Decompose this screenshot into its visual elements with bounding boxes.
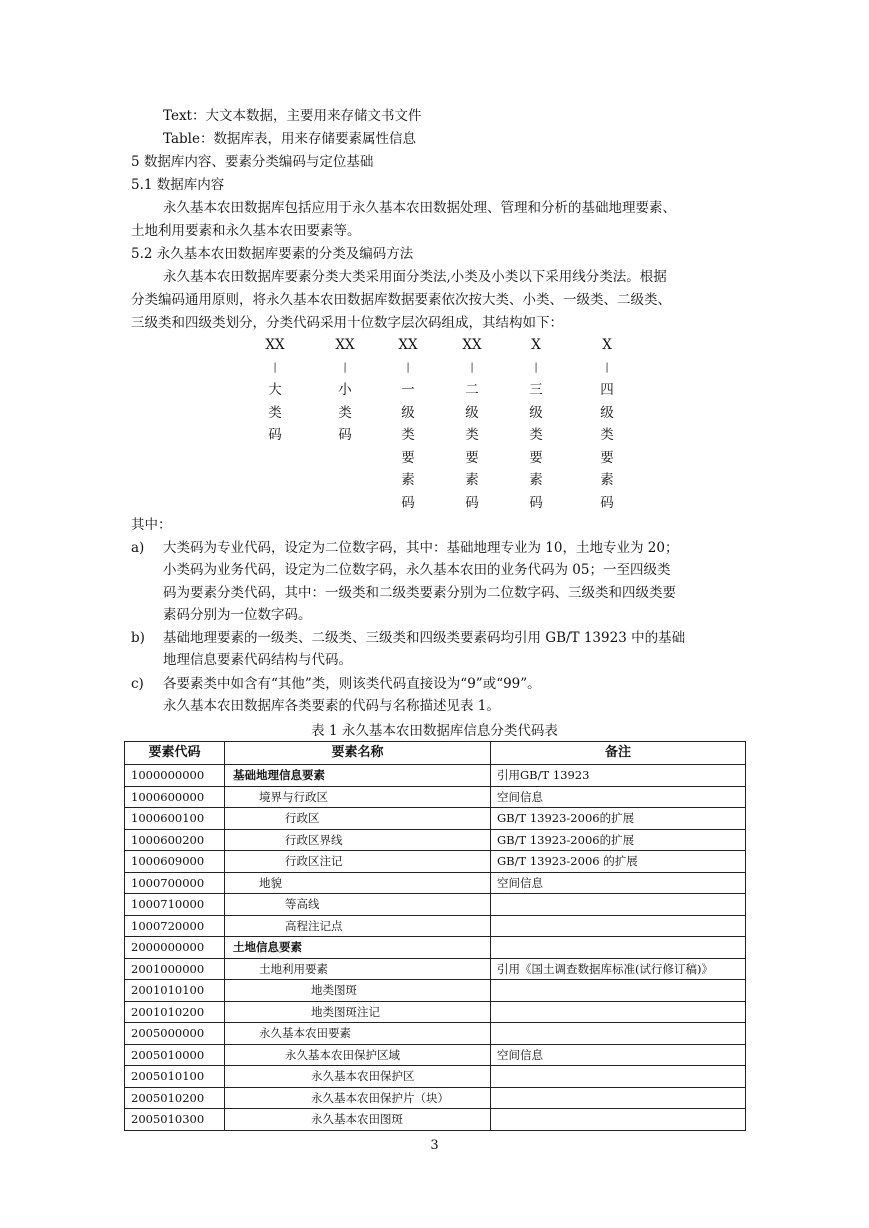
code-char: 码 [465,494,479,511]
code-column-level3 [516,334,556,514]
cell-note: 引用《国土调查数据库标准(试行修订稿)》 [491,958,746,980]
list-item-b [163,627,685,672]
code-digits: XX [265,337,285,353]
code-char: 素 [529,472,543,488]
code-char: 类 [401,427,415,443]
code-column-level1 [388,334,428,514]
list-item-a [163,537,678,626]
list-label-b: b) [131,630,145,646]
cell-code: 1000720000 [125,915,225,937]
cell-note: GB/T 13923-2006的扩展 [491,808,746,830]
code-char: 要 [401,449,415,466]
table-row [125,1044,746,1066]
table-row [125,829,746,851]
list-label-c: c) [131,676,144,692]
table-row [125,872,746,894]
cell-code: 1000600000 [125,786,225,808]
cell-note [491,980,746,1002]
code-tick: | [273,361,277,373]
cell-note [491,1023,746,1045]
cell-note: 空间信息 [491,872,746,894]
code-char: 码 [268,427,282,443]
code-digits: XX [335,337,355,353]
code-tick: | [470,361,474,373]
table-row [125,808,746,830]
code-column-level4 [587,334,627,514]
table-row [125,851,746,873]
code-char: 码 [338,427,352,443]
table-row [125,1001,746,1023]
cell-code: 1000710000 [125,894,225,916]
code-char: 级 [529,404,543,421]
text-type-line: Text：大文本数据，主要用来存储文书文件 [163,108,422,124]
code-char: 级 [465,404,479,421]
code-column-level2 [452,334,492,514]
after-list-line: 永久基本农田数据库各类要素的代码与名称描述见表 1。 [163,698,500,715]
table-row [125,980,746,1002]
header-note: 备注 [491,742,746,765]
code-char: 类 [268,404,282,421]
cell-note [491,1087,746,1109]
cell-name: 行政区注记 [225,851,491,873]
code-column-major [255,334,295,447]
code-char: 码 [529,494,543,511]
cell-note [491,894,746,916]
cell-note [491,1066,746,1088]
code-char: 三 [529,382,543,398]
table-caption: 表 1 永久基本农田数据库信息分类代码表 [311,723,558,739]
list-item-a-line2: 小类码为业务代码，设定为二位数字码，永久基本农田的业务代码为 05；一至四级类 [163,562,671,579]
table-header-row [125,742,746,765]
code-char: 码 [401,494,415,511]
code-char: 码 [600,494,614,511]
paragraph-5-2-line1: 永久基本农田数据库要素分类大类采用面分类法,小类及小类以下采用线分类法。根据 [163,269,667,285]
code-char: 一 [401,382,415,398]
code-digits: X [602,337,612,353]
code-char: 类 [600,427,614,443]
cell-name: 地类图斑 [225,980,491,1002]
cell-code: 2000000000 [125,937,225,959]
cell-name: 永久基本农田保护区 [225,1066,491,1088]
cell-name: 基础地理信息要素 [225,765,491,787]
code-structure-diagram [255,334,635,514]
code-column-minor [325,334,365,447]
cell-name: 行政区界线 [225,829,491,851]
code-char: 类 [338,404,352,421]
list-item-c-line1: 各要素类中如含有“其他”类，则该类代码直接设为“9”或“99”。 [163,676,541,692]
page-number: 3 [430,1138,439,1153]
section-5-1-heading: 5.1 数据库内容 [131,177,225,193]
code-char: 类 [529,427,543,443]
code-char: 大 [268,382,282,398]
cell-name: 地貌 [225,872,491,894]
cell-code: 2005000000 [125,1023,225,1045]
header-code: 要素代码 [125,742,225,765]
table-row [125,894,746,916]
code-char: 要 [465,449,479,466]
classification-code-table [124,741,746,1131]
table-row [125,1087,746,1109]
cell-name: 永久基本农田保护区域 [225,1044,491,1066]
cell-note [491,915,746,937]
list-item-a-line3: 码为要素分类代码，其中：一级类和二级类要素分别为二位数字码、三级类和四级类要 [163,584,676,601]
list-item-a-line4: 素码分别为一位数字码。 [163,606,312,623]
cell-note: 空间信息 [491,1044,746,1066]
table-type-line: Table：数据库表，用来存储要素属性信息 [163,131,416,147]
cell-code: 1000600200 [125,829,225,851]
code-char: 级 [600,404,614,421]
paragraph-5-2-line3: 三级类和四级类划分，分类代码采用十位数字层次码组成，其结构如下： [131,315,563,331]
code-digits: XX [462,337,482,353]
cell-note [491,937,746,959]
cell-name: 高程注记点 [225,915,491,937]
cell-code: 2005010200 [125,1087,225,1109]
list-item-b-line1: 基础地理要素的一级类、二级类、三级类和四级类要素码均引用 GB/T 13923 中的基础 [163,630,686,646]
cell-code: 2005010000 [125,1044,225,1066]
paragraph-5-2-line2: 分类编码通用原则，将永久基本农田数据库数据要素依次按大类、小类、一级类、二级类、 [131,292,671,308]
code-tick: | [343,361,347,373]
cell-name: 永久基本农田要素 [225,1023,491,1045]
cell-code: 1000700000 [125,872,225,894]
paragraph-5-1-line1: 永久基本农田数据库包括应用于永久基本农田数据处理、管理和分析的基础地理要素、 [163,200,676,216]
cell-code: 2005010300 [125,1109,225,1131]
cell-note: GB/T 13923-2006 的扩展 [491,851,746,873]
cell-note: 空间信息 [491,786,746,808]
cell-name: 行政区 [225,808,491,830]
code-tick: | [406,361,410,373]
table-body [125,765,746,1131]
code-char: 级 [401,404,415,421]
table-row [125,1109,746,1131]
cell-name: 永久基本农田保护片（块） [225,1087,491,1109]
header-name: 要素名称 [225,742,491,765]
cell-code: 1000600100 [125,808,225,830]
code-char: 素 [465,472,479,488]
list-item-a-line1: 大类码为专业代码，设定为二位数字码，其中：基础地理专业为 10，土地专业为 20； [163,540,679,556]
paragraph-5-1-line2: 土地利用要素和永久基本农田要素等。 [131,223,361,239]
cell-name: 等高线 [225,894,491,916]
code-char: 素 [401,472,415,488]
table-row [125,1023,746,1045]
table-row [125,786,746,808]
list-item-b-line2: 地理信息要素代码结构与代码。 [163,652,352,669]
cell-code: 2001010100 [125,980,225,1002]
table-row [125,958,746,980]
table-row [125,937,746,959]
cell-note [491,1109,746,1131]
code-char: 要 [529,449,543,466]
cell-name: 地类图斑注记 [225,1001,491,1023]
table-row [125,1066,746,1088]
cell-code: 2001000000 [125,958,225,980]
table-row [125,915,746,937]
code-char: 小 [338,382,352,398]
cell-name: 境界与行政区 [225,786,491,808]
code-digits: X [531,337,541,353]
code-char: 要 [600,449,614,466]
section-5-heading: 5 数据库内容、要素分类编码与定位基础 [131,154,374,170]
code-char: 四 [600,382,614,398]
code-tick: | [534,361,538,373]
cell-note: GB/T 13923-2006的扩展 [491,829,746,851]
code-char: 二 [465,382,479,398]
code-tick: | [605,361,609,373]
section-5-2-heading: 5.2 永久基本农田数据库要素的分类及编码方法 [131,246,414,262]
code-digits: XX [398,337,418,353]
cell-code: 2001010200 [125,1001,225,1023]
cell-code: 1000609000 [125,851,225,873]
cell-code: 1000000000 [125,765,225,787]
code-char: 素 [600,472,614,488]
list-label-a: a) [131,540,145,556]
table-row [125,765,746,787]
cell-note [491,1001,746,1023]
cell-name: 土地利用要素 [225,958,491,980]
cell-name: 永久基本农田图斑 [225,1109,491,1131]
cell-name: 土地信息要素 [225,937,491,959]
code-char: 类 [465,427,479,443]
cell-code: 2005010100 [125,1066,225,1088]
cell-note: 引用GB/T 13923 [491,765,746,787]
where-label: 其中： [131,517,172,533]
list-item-c [163,673,541,718]
